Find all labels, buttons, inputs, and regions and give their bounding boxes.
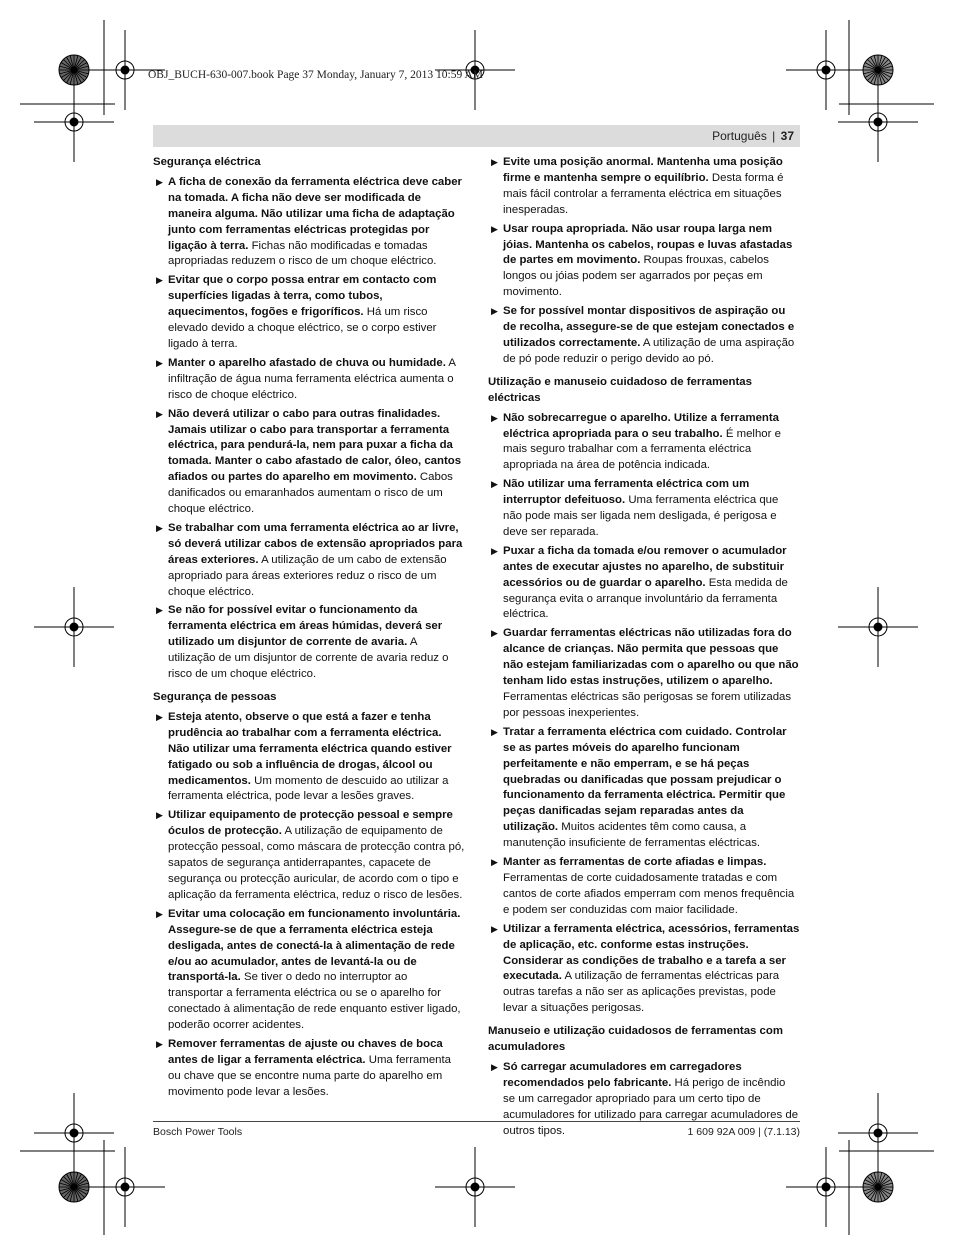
triangle-right-icon: ▶ xyxy=(491,157,498,167)
triangle-right-icon: ▶ xyxy=(491,923,498,934)
list-item xyxy=(488,411,800,475)
radial-target-icon xyxy=(863,55,893,85)
triangle-right-icon: ▶ xyxy=(156,408,163,419)
header-text xyxy=(712,129,794,143)
list-item xyxy=(488,626,800,721)
item-explanation: Um momento de descuido ao utilizar a ferramenta eléctrica, pode levar a lesões graves. xyxy=(168,774,449,803)
item-instruction: A ficha de conexão da ferramenta eléctrica deve caber na tomada. A ficha não deve ser modificada de maneira alguma. Não utilizar uma ficha de adaptação junto com ferramentas eléctricas protegidas por ligação à terra. xyxy=(168,175,462,252)
footer-divider xyxy=(153,1121,800,1122)
triangle-right-icon: ▶ xyxy=(491,726,498,737)
list-item xyxy=(153,273,465,353)
triangle-right-icon: ▶ xyxy=(156,176,163,187)
item-explanation: É melhor e mais seguro trabalhar com a ferramenta eléctrica apropriada na área de potência indicada. xyxy=(503,427,781,472)
footer-doc-code: 1 609 92A 009 | (7.1.13) xyxy=(687,1126,800,1138)
triangle-right-icon: ▶ xyxy=(156,605,163,616)
item-instruction: Puxar a ficha da tomada e/ou remover o acumulador antes de executar ajustes no aparelho, de substituir acessórios ou de guardar o aparelho. xyxy=(503,544,787,589)
section-title: Manuseio e utilização cuidadosos de ferramentas com acumuladores xyxy=(488,1025,783,1054)
list-item xyxy=(153,603,465,683)
print-info-line: OBJ_BUCH-630-007.book Page 37 Monday, January 7, 2013 10:59 AM xyxy=(148,69,483,81)
triangle-right-icon: ▶ xyxy=(491,545,498,556)
item-explanation: Uma ferramenta ou chave que se encontre numa parte do aparelho em movimento pode levar a lesões. xyxy=(168,1053,452,1098)
item-explanation: Roupas frouxas, cabelos longos ou jóias podem ser agarrados por peças em movimento. xyxy=(503,254,769,299)
list-item xyxy=(153,521,465,601)
item-explanation: A utilização de equipamento de protecção pessoal, como máscara de protecção contra pó, sapatos de segurança antiderrapantes, capacete de segurança ou protecção auricular, de acordo com o tipo e aplicação da ferramenta eléctrica, reduz o risco de lesões. xyxy=(168,825,465,901)
list-item xyxy=(153,1037,465,1101)
header-language: Português xyxy=(712,129,767,143)
item-explanation: Se tiver o dedo no interruptor ao transportar a ferramenta eléctrica ou se o aparelho for conectado à alimentação de rede enquanto estiver ligado, poderão ocorrer acidentes. xyxy=(168,971,461,1032)
item-explanation: A infiltração de água numa ferramenta eléctrica aumenta o risco de choque eléctrico. xyxy=(168,356,456,401)
triangle-right-icon: ▶ xyxy=(491,628,498,639)
item-explanation: Muitos acidentes têm como causa, a manutenção insuficiente de ferramentas eléctricas. xyxy=(503,821,761,850)
triangle-right-icon: ▶ xyxy=(156,357,163,368)
item-explanation: Esta medida de segurança evita o arranque involuntário da ferramenta eléctrica. xyxy=(503,576,788,621)
item-instruction: Evite uma posição anormal. Mantenha uma posição firme e mantenha sempre o equilíbrio. xyxy=(503,156,783,184)
triangle-right-icon: ▶ xyxy=(156,810,163,821)
item-instruction: Se não for possível evitar o funcionamento da ferramenta eléctrica em áreas húmidas, deverá ser utilizado um disjuntor de corrente de avaria. xyxy=(168,604,443,649)
triangle-right-icon: ▶ xyxy=(156,522,163,533)
item-explanation: A utilização de ferramentas eléctricas para outras tarefas a não ser as aplicações previstas, pode levar a situações perigosas. xyxy=(503,970,780,1015)
item-explanation: Cabos danificados ou emaranhados aumentam o risco de um choque eléctrico. xyxy=(168,471,453,516)
list-item xyxy=(488,155,800,219)
list-item xyxy=(488,304,800,368)
triangle-right-icon: ▶ xyxy=(491,857,498,868)
item-instruction: Utilizar a ferramenta eléctrica, acessórios, ferramentas de aplicação, etc. conforme estas instruções. Considerar as condições de trabalho e a tarefa a ser executada. xyxy=(503,922,800,983)
item-instruction: Só carregar acumuladores em carregadores recomendados pelo fabricante. xyxy=(503,1060,742,1089)
list-item xyxy=(488,544,800,624)
triangle-right-icon: ▶ xyxy=(156,275,163,286)
item-explanation: A utilização de um cabo de extensão apropriado para áreas exteriores reduz o risco de um choque eléctrico. xyxy=(168,553,447,598)
item-instruction: Esteja atento, observe o que está a fazer e tenha prudência ao trabalhar com a ferramenta eléctrica. Não utilizar uma ferramenta eléctrica quando estiver fatigado ou sob a influência de drogas, álcool ou medicamentos. xyxy=(168,710,452,787)
item-instruction: Não deverá utilizar o cabo para outras finalidades. Jamais utilizar o cabo para transportar a ferramenta eléctrica, para pendurá-la, nem para puxar a ficha da tomada. Manter o cabo afastado de calor, óleo, cantos afiados ou partes do aparelho em movimento. xyxy=(168,407,462,484)
right-column xyxy=(488,155,800,1142)
triangle-right-icon: ▶ xyxy=(491,479,498,490)
item-instruction: Evitar uma colocação em funcionamento involuntária. Assegure-se de que a ferramenta eléctrica esteja desligada, antes de conectá-la à alimentação de rede e/ou ao acumulador, antes de levantá-la ou de transportá-la. xyxy=(168,907,461,984)
item-instruction: Se for possível montar dispositivos de aspiração ou de recolha, assegure-se de que estejam conectados e utilizados correctamente. xyxy=(503,305,795,349)
item-instruction: Se trabalhar com uma ferramenta eléctrica ao ar livre, só deverá utilizar cabos de extensão apropriados para áreas exteriores. xyxy=(168,521,463,566)
item-explanation: A utilização de uma aspiração de pó pode reduzir o perigo devido ao pó. xyxy=(503,336,795,365)
radial-target-icon xyxy=(59,55,89,85)
item-explanation: Desta forma é mais fácil controlar a ferramenta eléctrica em situações inesperadas. xyxy=(503,171,784,216)
item-explanation: Ferramentas de corte cuidadosamente tratadas e com cantos de corte afiados emperram com menos frequência e podem ser conduzidas com maior facilidade. xyxy=(503,871,795,916)
header-separator: | xyxy=(772,129,776,143)
section-title: Segurança de pessoas xyxy=(153,691,277,703)
left-column xyxy=(153,155,465,1104)
list-item xyxy=(153,808,465,903)
list-item xyxy=(153,407,465,518)
footer-publisher: Bosch Power Tools xyxy=(153,1126,243,1138)
item-explanation: A utilização de um disjuntor de corrente de avaria reduz o risco de um choque eléctrico. xyxy=(168,636,449,681)
list-item xyxy=(153,907,465,1034)
item-instruction: Manter as ferramentas de corte afiadas e limpas. xyxy=(503,856,767,869)
item-explanation: Fichas não modificadas e tomadas apropriadas reduzem o risco de um choque eléctrico. xyxy=(168,239,437,268)
item-explanation: Há um risco elevado devido a choque eléctrico, se o corpo estiver ligado à terra. xyxy=(168,306,437,350)
triangle-right-icon: ▶ xyxy=(156,711,163,722)
list-item xyxy=(153,175,465,270)
page-header xyxy=(153,125,800,147)
list-item xyxy=(488,922,800,1017)
item-instruction: Não utilizar uma ferramenta eléctrica com um interruptor defeituoso. xyxy=(503,478,750,507)
list-item xyxy=(488,477,800,541)
triangle-right-icon: ▶ xyxy=(156,908,163,919)
page-number: 37 xyxy=(780,129,794,143)
item-instruction: Não sobrecarregue o aparelho. Utilize a ferramenta eléctrica apropriada para o seu trabalho. xyxy=(503,411,780,440)
triangle-right-icon: ▶ xyxy=(491,1061,498,1072)
item-explanation: Ferramentas eléctricas são perigosas se forem utilizadas por pessoas inexperientes. xyxy=(503,691,792,719)
list-item xyxy=(153,356,465,404)
list-item xyxy=(153,710,465,805)
item-instruction: Utilizar equipamento de protecção pessoal e sempre óculos de protecção. xyxy=(168,809,453,838)
item-explanation: Uma ferramenta eléctrica que não pode mais ser ligada nem desligada, é perigosa e deve ser reparada. xyxy=(503,494,779,538)
radial-target-icon xyxy=(59,1172,89,1202)
item-instruction: Manter o aparelho afastado de chuva ou humidade. xyxy=(168,356,446,369)
item-instruction: Tratar a ferramenta eléctrica com cuidado. Controlar se as partes móveis do aparelho funcionam perfeitamente e não emperram, e se há peças quebradas ou danificadas que possam prejudicar o funcionamento da ferramenta eléctrica. Permitir que peças danificadas sejam reparadas antes da utilização. xyxy=(503,725,787,834)
radial-target-icon xyxy=(863,1172,893,1202)
triangle-right-icon: ▶ xyxy=(491,306,498,317)
list-item xyxy=(488,222,800,302)
list-item xyxy=(488,855,800,919)
item-instruction: Remover ferramentas de ajuste ou chaves de boca antes de ligar a ferramenta eléctrica. xyxy=(168,1038,443,1066)
item-instruction: Guardar ferramentas eléctricas não utilizadas fora do alcance de crianças. Não permita que pessoas que não estejam familiarizadas com o aparelho ou que não tenham lido estas instruções, utilizem o aparelho. xyxy=(503,627,799,688)
section-title: Segurança eléctrica xyxy=(153,156,261,168)
list-item xyxy=(488,725,800,852)
triangle-right-icon: ▶ xyxy=(491,223,498,234)
item-instruction: Evitar que o corpo possa entrar em contacto com superfícies ligadas à terra, como tubos, aquecimentos, fogões e frigoríficos. xyxy=(168,274,437,319)
triangle-right-icon: ▶ xyxy=(491,412,498,423)
item-instruction: Usar roupa apropriada. Não usar roupa larga nem jóias. Mantenha os cabelos, roupas e luvas afastadas de partes em movimento. xyxy=(503,222,793,267)
triangle-right-icon: ▶ xyxy=(156,1039,163,1050)
item-explanation: Há perigo de incêndio se um carregador apropriado para um certo tipo de acumuladores for utilizado para carregar acumuladores de outros tipos. xyxy=(503,1076,799,1137)
section-title: Utilização e manuseio cuidadoso de ferramentas eléctricas xyxy=(488,375,752,404)
